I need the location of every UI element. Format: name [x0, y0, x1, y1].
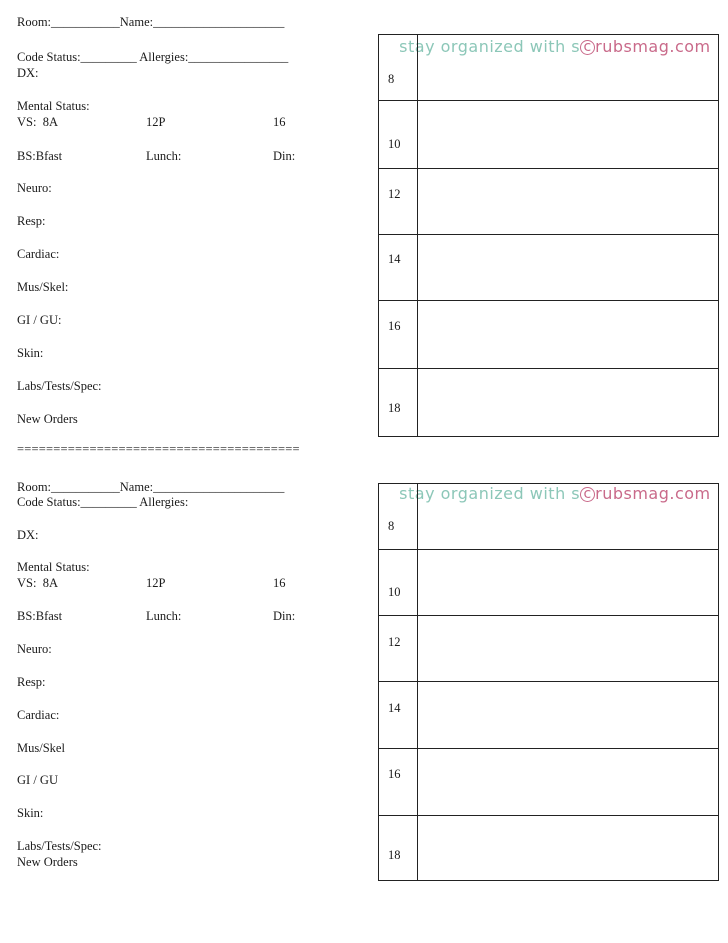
lunch-label: Lunch:: [146, 609, 182, 623]
code-status-allergies-line: Code Status:_________ Allergies:________________: [17, 50, 289, 64]
time-label: 18: [388, 401, 401, 415]
time-label: 12: [388, 635, 401, 649]
gi-gu-label: GI / GU: [17, 773, 58, 787]
room-name-line: Room:___________Name:_____________________: [17, 15, 285, 29]
dx-label: DX:: [17, 66, 39, 80]
time-row-10: [379, 550, 718, 616]
time-row-16: [379, 301, 718, 369]
time-row-14: [379, 682, 718, 749]
time-row-12: [379, 169, 718, 235]
skin-label: Skin:: [17, 346, 44, 360]
bs-bfast-label: BS:Bfast: [17, 149, 63, 163]
labs-tests-spec-label: Labs/Tests/Spec:: [17, 839, 102, 853]
neuro-label: Neuro:: [17, 642, 52, 656]
logo-c-icon: c: [580, 487, 595, 502]
new-orders-label: New Orders: [17, 855, 78, 869]
time-label: 10: [388, 137, 401, 151]
logo-c-icon: c: [580, 40, 595, 55]
gi-gu-label: GI / GU:: [17, 313, 62, 327]
mus-skel-label: Mus/Skel: [17, 741, 65, 755]
time-row-8: [379, 35, 718, 101]
time-row-8: [379, 484, 718, 550]
cardiac-label: Cardiac:: [17, 708, 60, 722]
time-label: 18: [388, 848, 401, 862]
vs-8a-label: VS: 8A: [17, 576, 58, 590]
logo-domain: rubsmag.com: [595, 37, 711, 56]
sheet2-time-grid: [378, 483, 719, 881]
bs-bfast-label: BS:Bfast: [17, 609, 63, 623]
logo-tagline: stay organized with s: [399, 37, 581, 56]
time-row-18: [379, 816, 718, 881]
time-label: 16: [388, 319, 401, 333]
resp-label: Resp:: [17, 675, 46, 689]
dx-label: DX:: [17, 528, 39, 542]
sheet-divider: =======================================: [17, 442, 300, 456]
resp-label: Resp:: [17, 214, 46, 228]
time-row-10: [379, 101, 718, 169]
mus-skel-label: Mus/Skel:: [17, 280, 69, 294]
lunch-label: Lunch:: [146, 149, 182, 163]
time-label: 12: [388, 187, 401, 201]
time-row-18: [379, 369, 718, 437]
vs-12p-label: 12P: [146, 115, 166, 129]
vs-16-label: 16: [273, 115, 286, 129]
logo-domain: rubsmag.com: [595, 484, 711, 503]
neuro-label: Neuro:: [17, 181, 52, 195]
sheet1-time-grid: [378, 34, 719, 437]
mental-status-label: Mental Status:: [17, 99, 90, 113]
code-status-allergies-line: Code Status:_________ Allergies:: [17, 495, 189, 509]
time-label: 14: [388, 701, 401, 715]
new-orders-label: New Orders: [17, 412, 78, 426]
time-label: 14: [388, 252, 401, 266]
din-label: Din:: [273, 609, 296, 623]
vs-8a-label: VS: 8A: [17, 115, 58, 129]
din-label: Din:: [273, 149, 296, 163]
time-row-14: [379, 235, 718, 301]
logo-tagline: stay organized with s: [399, 484, 581, 503]
labs-tests-spec-label: Labs/Tests/Spec:: [17, 379, 102, 393]
room-name-line: Room:___________Name:_____________________: [17, 480, 285, 494]
vs-16-label: 16: [273, 576, 286, 590]
time-label: 8: [388, 519, 395, 533]
vs-12p-label: 12P: [146, 576, 166, 590]
mental-status-label: Mental Status:: [17, 560, 90, 574]
time-label: 10: [388, 585, 401, 599]
skin-label: Skin:: [17, 806, 44, 820]
time-label: 16: [388, 767, 401, 781]
cardiac-label: Cardiac:: [17, 247, 60, 261]
time-row-16: [379, 749, 718, 816]
time-row-12: [379, 616, 718, 682]
time-label: 8: [388, 72, 395, 86]
